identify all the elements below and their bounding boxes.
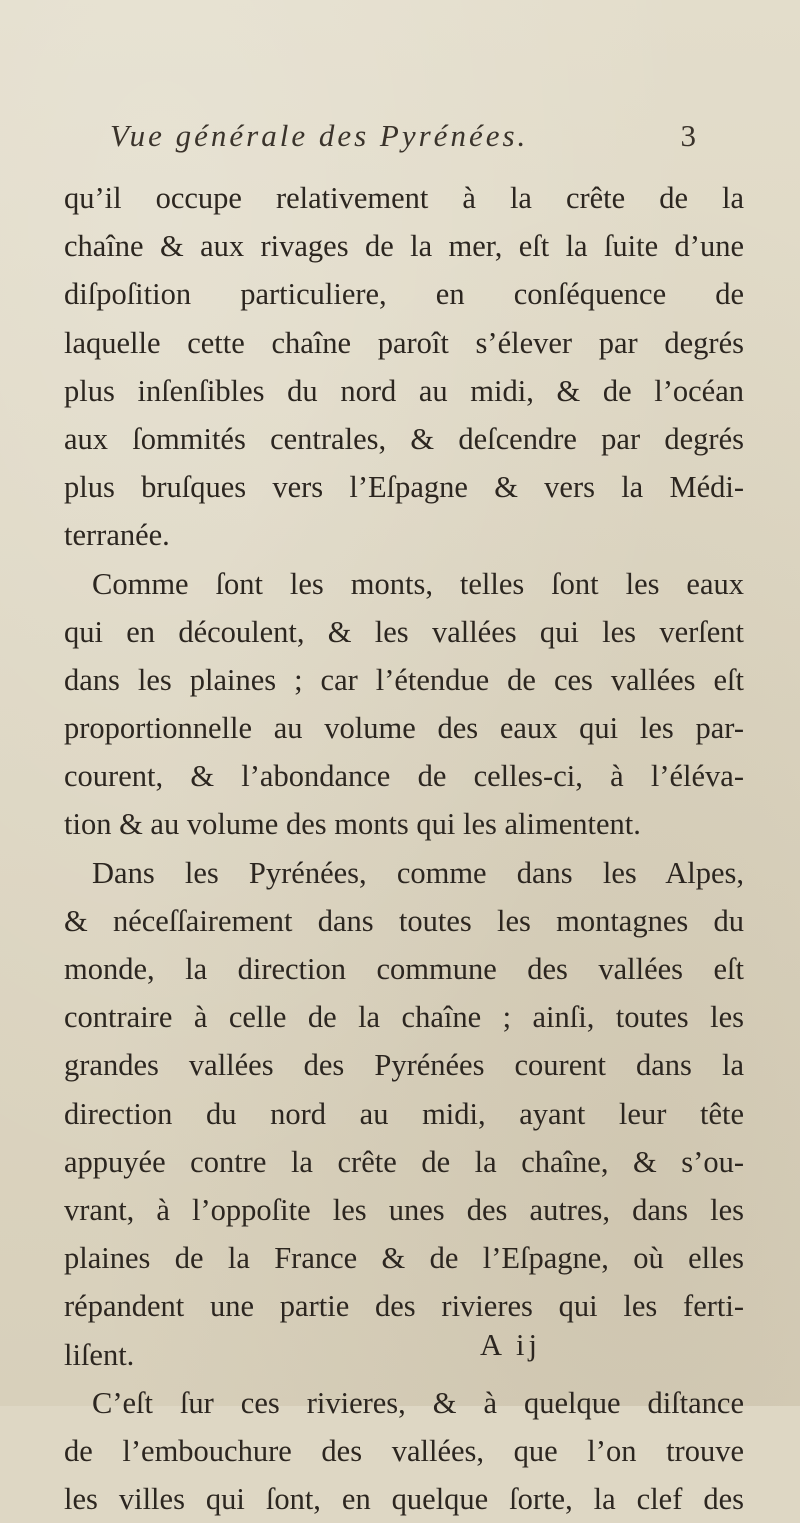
text-line: répandent une partie des rivieres qui les ferti- bbox=[64, 1289, 744, 1324]
text-line: grandes vallées des Pyrénées courent dans la bbox=[64, 1048, 744, 1083]
page-number: 3 bbox=[680, 118, 696, 153]
text-line: laquelle cette chaîne paroît s’élever par degrés bbox=[64, 325, 744, 360]
text-line: diſpoſition particuliere, en conſéquence de bbox=[64, 277, 744, 312]
text-line: courent, & l’abondance de celles-ci, à l’éléva- bbox=[64, 759, 744, 794]
text-line: les villes qui ſont, en quelque ſorte, la clef des bbox=[64, 1482, 744, 1517]
running-head bbox=[110, 118, 696, 162]
text-line: qui en découlent, & les vallées qui les verſent bbox=[64, 614, 744, 649]
text-line: terranée. bbox=[64, 518, 170, 553]
running-head-title: Vue générale des Pyrénées. bbox=[110, 118, 529, 153]
text-line: appuyée contre la crête de la chaîne, & s’ou- bbox=[64, 1144, 744, 1179]
text-line: dans les plaines ; car l’étendue de ces vallées eſt bbox=[64, 662, 744, 697]
text-line: monde, la direction commune des vallées eſt bbox=[64, 952, 744, 986]
text-line: plus bruſques vers l’Eſpagne & vers la Médi- bbox=[64, 470, 744, 505]
text-line: contraire à celle de la chaîne ; ainſi, toutes les bbox=[64, 1000, 744, 1035]
text-line: qu’il occupe relativement à la crête de la bbox=[64, 181, 744, 215]
text-line: tion & au volume des monts qui les alimentent. bbox=[64, 807, 641, 842]
text-line: plaines de la France & de l’Eſpagne, où elles bbox=[64, 1241, 744, 1276]
text-line: direction du nord au midi, ayant leur tête bbox=[64, 1096, 744, 1131]
text-line: vrant, à l’oppoſite les unes des autres, dans les bbox=[64, 1192, 744, 1227]
text-line: de l’embouchure des vallées, que l’on trouve bbox=[64, 1433, 744, 1468]
text-line: plus inſenſibles du nord au midi, & de l’océan bbox=[64, 373, 744, 408]
text-line: chaîne & aux rivages de la mer, eſt la ſuite d’une bbox=[64, 229, 744, 264]
text-line: liſent. bbox=[64, 1337, 135, 1372]
signature-mark: A ij bbox=[480, 1328, 541, 1362]
text-line: proportionnelle au volume des eaux qui les par- bbox=[64, 711, 744, 746]
text-line: & néceſſairement dans toutes les montagnes du bbox=[64, 903, 744, 938]
text-line: Dans les Pyrénées, comme dans les Alpes, bbox=[92, 855, 744, 890]
body-text bbox=[64, 174, 744, 1523]
text-line: C’eſt ſur ces rivieres, & à quelque diſtance bbox=[92, 1385, 744, 1420]
text-line: aux ſommités centrales, & deſcendre par degrés bbox=[64, 421, 744, 456]
text-line: Comme ſont les monts, telles ſont les eaux bbox=[92, 566, 744, 601]
